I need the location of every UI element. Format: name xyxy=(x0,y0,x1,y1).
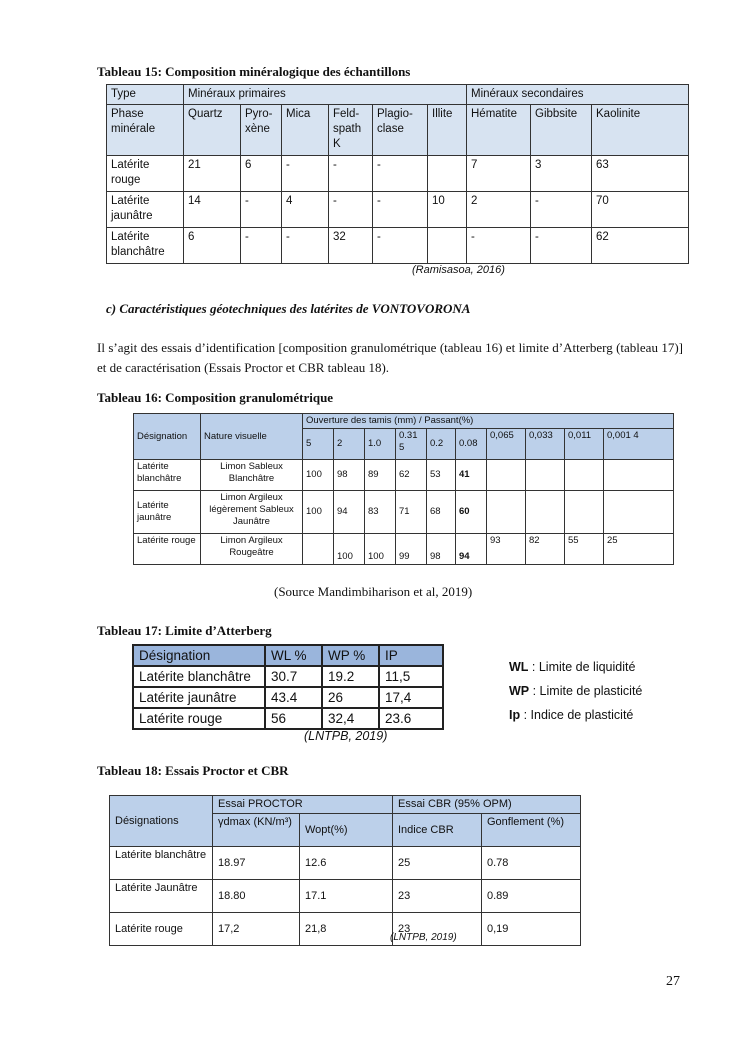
t15-cell: 70 xyxy=(592,192,689,228)
page-number: 27 xyxy=(666,974,680,989)
t15-sub-3: Mica xyxy=(282,105,329,156)
t17-head: Désignation xyxy=(133,645,265,666)
t15-cell: - xyxy=(373,192,428,228)
t15-head-primary: Minéraux primaires xyxy=(184,85,467,105)
t15-cell: - xyxy=(531,228,592,264)
t16-cell: 94 xyxy=(334,491,365,534)
t18-cell: 17,2 xyxy=(213,913,300,946)
t17-head: WP % xyxy=(322,645,379,666)
t16-sieve: 1.0 xyxy=(365,429,396,460)
t16-sieve: 0,001 4 xyxy=(604,429,674,460)
t15-cell: - xyxy=(373,228,428,264)
t16-cell xyxy=(565,460,604,491)
t16-cell xyxy=(604,460,674,491)
legend-item xyxy=(509,679,642,703)
t15-source: (Ramisasoa, 2016) xyxy=(412,264,505,276)
table16 xyxy=(133,413,674,565)
t18-cell: Latérite Jaunâtre xyxy=(110,880,213,913)
t15-cell: 63 xyxy=(592,156,689,192)
t16-cell xyxy=(487,491,526,534)
table18 xyxy=(109,795,581,946)
legend-item xyxy=(509,703,642,727)
t15-cell: - xyxy=(329,156,373,192)
t18-cell: 0,19 xyxy=(482,913,581,946)
legend-item xyxy=(509,655,642,679)
t15-cell: 10 xyxy=(428,192,467,228)
t16-cell: 93 xyxy=(487,534,526,565)
table-row xyxy=(110,847,581,880)
t16-sieve: 0.31 5 xyxy=(396,429,427,460)
t15-cell: - xyxy=(241,192,282,228)
t15-cell: - xyxy=(373,156,428,192)
t18-cell: 18.80 xyxy=(213,880,300,913)
t15-cell: - xyxy=(282,156,329,192)
table17 xyxy=(132,644,444,730)
t15-sub-5: Plagio- clase xyxy=(373,105,428,156)
legend-abbr: WP xyxy=(509,684,530,698)
t16-cell: 53 xyxy=(427,460,456,491)
t15-sub-1: Quartz xyxy=(184,105,241,156)
t16-cell xyxy=(604,491,674,534)
t15-cell: - xyxy=(329,192,373,228)
t18-cell: 0.89 xyxy=(482,880,581,913)
t15-sub-4: Feld- spath K xyxy=(329,105,373,156)
t15-cell: - xyxy=(531,192,592,228)
t18-head-designations: Désignations xyxy=(110,796,213,847)
t16-cell: 100 xyxy=(334,534,365,565)
t16-head-designation: Désignation xyxy=(134,414,201,460)
t16-cell: 98 xyxy=(334,460,365,491)
t16-nature: Limon Sableux Blanchâtre xyxy=(201,460,303,491)
t17-cell: 43.4 xyxy=(265,687,322,708)
t17-head: WL % xyxy=(265,645,322,666)
table-row xyxy=(107,156,689,192)
legend-text: : Indice de plasticité xyxy=(520,708,634,722)
t18-cell: Latérite blanchâtre xyxy=(110,847,213,880)
table16-caption: Tableau 16: Composition granulométrique xyxy=(97,390,334,405)
t16-sieve: 0,033 xyxy=(526,429,565,460)
t15-cell xyxy=(428,228,467,264)
t16-designation: Latérite jaunâtre xyxy=(134,491,201,534)
t16-cell xyxy=(303,534,334,565)
table-row xyxy=(134,534,674,565)
t17-cell: 56 xyxy=(265,708,322,729)
t17-cell: 30.7 xyxy=(265,666,322,687)
t16-cell: 41 xyxy=(456,460,487,491)
t15-cell: - xyxy=(467,228,531,264)
legend-text: : Limite de liquidité xyxy=(528,660,636,674)
t15-sub-6: Illite xyxy=(428,105,467,156)
t17-cell: 32,4 xyxy=(322,708,379,729)
t16-cell: 94 xyxy=(456,534,487,565)
t18-source: (LNTPB, 2019) xyxy=(390,932,457,943)
table-row xyxy=(133,666,443,687)
t16-head-sieve: Ouverture des tamis (mm) / Passant(%) xyxy=(303,414,674,429)
t16-sieve: 0.08 xyxy=(456,429,487,460)
t16-cell: 83 xyxy=(365,491,396,534)
t18-cell: 21,8 xyxy=(300,913,393,946)
t16-nature: Limon Argileux légèrement Sableux Jaunâtre xyxy=(201,491,303,534)
t17-cell: Latérite rouge xyxy=(133,708,265,729)
t18-cell: 17.1 xyxy=(300,880,393,913)
t17-cell: 11,5 xyxy=(379,666,443,687)
t17-cell: 26 xyxy=(322,687,379,708)
t17-head: IP xyxy=(379,645,443,666)
t16-cell: 98 xyxy=(427,534,456,565)
t16-cell xyxy=(526,491,565,534)
t17-source: (LNTPB, 2019) xyxy=(304,729,388,743)
t16-cell: 25 xyxy=(604,534,674,565)
legend-abbr: Ip xyxy=(509,708,521,722)
t16-nature: Limon Argileux Rougeâtre xyxy=(201,534,303,565)
t15-cell: Latérite rouge xyxy=(107,156,184,192)
t15-cell: 62 xyxy=(592,228,689,264)
table15-caption: Tableau 15: Composition minéralogique des échantillons xyxy=(97,64,411,79)
t16-cell: 100 xyxy=(303,491,334,534)
t15-sub-7: Hématite xyxy=(467,105,531,156)
legend-text: : Limite de plasticité xyxy=(529,684,643,698)
t17-cell: 19.2 xyxy=(322,666,379,687)
t16-cell: 55 xyxy=(565,534,604,565)
t18-cell: 25 xyxy=(393,847,482,880)
t15-cell: 3 xyxy=(531,156,592,192)
t15-cell: 6 xyxy=(184,228,241,264)
t15-cell: 2 xyxy=(467,192,531,228)
table-row xyxy=(134,491,674,534)
t15-cell xyxy=(428,156,467,192)
t18-head-cbr: Essai CBR (95% OPM) xyxy=(393,796,581,814)
table-row xyxy=(133,708,443,729)
t16-cell: 89 xyxy=(365,460,396,491)
t15-cell: 14 xyxy=(184,192,241,228)
t17-legend xyxy=(509,655,642,727)
t16-cell: 71 xyxy=(396,491,427,534)
table-row xyxy=(110,913,581,946)
table-row xyxy=(134,460,674,491)
t17-cell: Latérite jaunâtre xyxy=(133,687,265,708)
t18-sub: γdmax (KN/m³) xyxy=(213,814,300,847)
table-row xyxy=(133,687,443,708)
t16-source: (Source Mandimbiharison et al, 2019) xyxy=(274,584,473,599)
legend-abbr: WL xyxy=(509,660,529,674)
t18-cell: Latérite rouge xyxy=(110,913,213,946)
t16-cell xyxy=(526,460,565,491)
t18-cell: 0.78 xyxy=(482,847,581,880)
t15-sub-0: Phase minérale xyxy=(107,105,184,156)
t16-designation: Latérite rouge xyxy=(134,534,201,565)
t16-sieve: 0.2 xyxy=(427,429,456,460)
t15-cell: - xyxy=(241,228,282,264)
t18-cell: 23 xyxy=(393,913,482,946)
t15-sub-8: Gibbsite xyxy=(531,105,592,156)
t15-cell: 6 xyxy=(241,156,282,192)
t15-cell: 21 xyxy=(184,156,241,192)
t16-cell: 100 xyxy=(365,534,396,565)
t15-head-secondary: Minéraux secondaires xyxy=(467,85,689,105)
t18-sub: Indice CBR xyxy=(393,814,482,847)
t18-cell: 23 xyxy=(393,880,482,913)
t15-cell: Latérite jaunâtre xyxy=(107,192,184,228)
t16-cell: 60 xyxy=(456,491,487,534)
t15-sub-2: Pyro- xène xyxy=(241,105,282,156)
t17-cell: Latérite blanchâtre xyxy=(133,666,265,687)
t15-cell: 32 xyxy=(329,228,373,264)
section-heading: c) Caractéristiques géotechniques des latérites de VONTOVORONA xyxy=(106,301,471,316)
t18-sub: Gonflement (%) xyxy=(482,814,581,847)
t15-head-type: Type xyxy=(107,85,184,105)
t18-sub: Wopt(%) xyxy=(300,814,393,847)
table-row xyxy=(107,192,689,228)
t15-cell: 7 xyxy=(467,156,531,192)
t17-cell: 17,4 xyxy=(379,687,443,708)
table15 xyxy=(106,84,689,264)
t18-cell: 12.6 xyxy=(300,847,393,880)
t16-head-nature: Nature visuelle xyxy=(201,414,303,460)
table-row xyxy=(107,228,689,264)
t16-sieve: 0,011 xyxy=(565,429,604,460)
t16-sieve: 0,065 xyxy=(487,429,526,460)
table-row xyxy=(110,880,581,913)
t16-sieve: 5 xyxy=(303,429,334,460)
t15-cell: Latérite blanchâtre xyxy=(107,228,184,264)
t15-cell: - xyxy=(282,228,329,264)
t17-cell: 23.6 xyxy=(379,708,443,729)
t18-cell: 18.97 xyxy=(213,847,300,880)
t16-cell: 100 xyxy=(303,460,334,491)
table17-caption: Tableau 17: Limite d’Atterberg xyxy=(97,623,272,638)
body-paragraph: Il s’agit des essais d’identification [composition granulométrique (tableau 16) et limite d’Atterberg (tableau 17)] et de caractérisation (Essais Proctor et CBR tableau 18). xyxy=(97,340,683,375)
t16-cell xyxy=(565,491,604,534)
t16-cell: 68 xyxy=(427,491,456,534)
t16-cell xyxy=(487,460,526,491)
t15-sub-9: Kaolinite xyxy=(592,105,689,156)
t16-sieve: 2 xyxy=(334,429,365,460)
t18-head-proctor: Essai PROCTOR xyxy=(213,796,393,814)
table18-caption: Tableau 18: Essais Proctor et CBR xyxy=(97,763,289,778)
t16-designation: Latérite blanchâtre xyxy=(134,460,201,491)
t16-cell: 82 xyxy=(526,534,565,565)
t15-cell: 4 xyxy=(282,192,329,228)
t16-cell: 62 xyxy=(396,460,427,491)
t16-cell: 99 xyxy=(396,534,427,565)
